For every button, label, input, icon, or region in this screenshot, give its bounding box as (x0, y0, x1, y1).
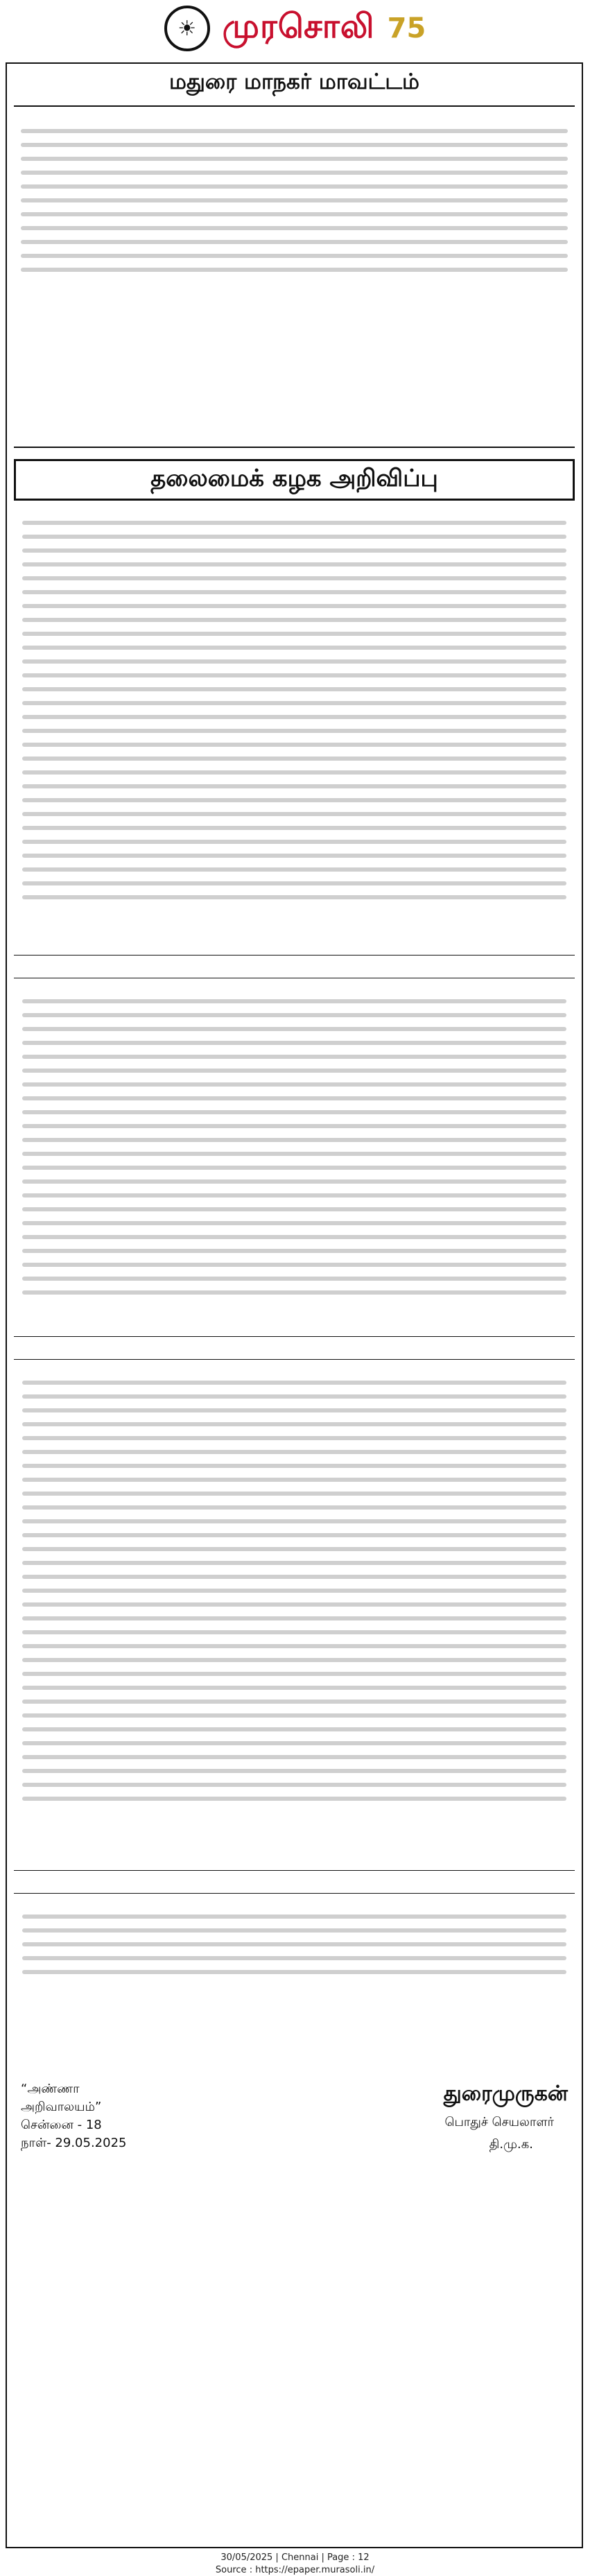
masthead (0, 0, 590, 57)
address-line-2: சென்னை - 18 (21, 2118, 102, 2133)
section-divider-2 (14, 1336, 575, 1360)
notice-frame (6, 62, 583, 2548)
masthead-brand: முரசொலி (222, 7, 375, 46)
signature-block (14, 2075, 575, 2165)
notice-headline: மதுரை மாநகர் மாவட்டம் (169, 69, 419, 94)
hq-announcement: தலைமைக் கழக அறிவிப்பு (150, 465, 438, 492)
party-emblem-icon: ☀ (164, 6, 210, 51)
signatory-org: தி.மு.க. (489, 2137, 533, 2152)
footer-source: Source : https://epaper.murasoli.in/ (215, 2564, 375, 2575)
notice-body (14, 511, 575, 2002)
subject-block (21, 119, 568, 282)
footer-date-page: 30/05/2025 | Chennai | Page : 12 (220, 2552, 370, 2563)
section-divider-3 (14, 1870, 575, 1894)
signatory-name: துரைமுருகன் (443, 2082, 568, 2106)
body-paragraph-4 (22, 1905, 566, 1984)
body-paragraph-1 (22, 511, 566, 909)
title-band (14, 105, 575, 448)
body-paragraph-2 (22, 989, 566, 1304)
section-divider-1 (14, 955, 575, 978)
page-footer (0, 2552, 590, 2576)
anniversary-badge: 75 (387, 12, 426, 44)
date-line: நாள்- 29.05.2025 (21, 2136, 127, 2151)
signatory-role: பொதுச் செயலாளர் (444, 2115, 554, 2129)
hq-announcement-box (14, 459, 575, 501)
address-line-1: “அண்ணா அறிவாலயம்” (21, 2082, 102, 2115)
body-paragraph-3 (22, 1371, 566, 1810)
address-block (21, 2080, 159, 2156)
